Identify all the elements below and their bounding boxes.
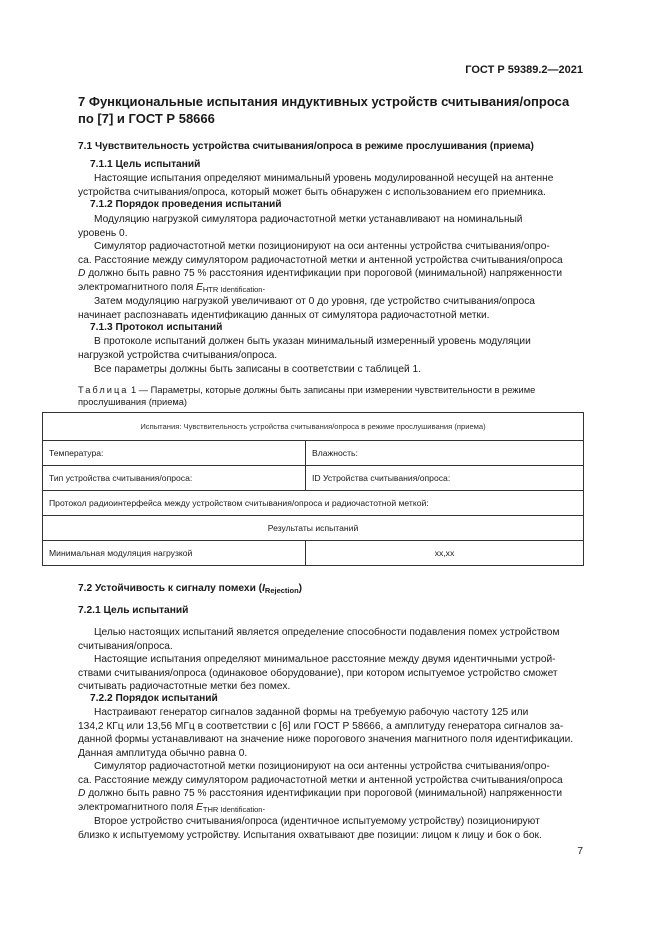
subscript: Rejection — [264, 586, 299, 595]
caption-line — [78, 384, 584, 396]
text-line: са. Расстояние между симулятором радиочастотной метки и антенной устройства считывания/опроса — [78, 254, 563, 266]
text-line — [78, 787, 584, 801]
variable-e: E — [196, 801, 203, 813]
paragraph-7-1-2-a — [78, 213, 584, 240]
table-row — [43, 413, 584, 441]
heading-7-2-2: 7.2.2 Порядок испытаний — [90, 693, 218, 704]
section-7-1-title: 7.1 Чувствительность устройства считывания/опроса в режиме прослушивания (приема) — [78, 141, 534, 152]
text-line: Модуляцию нагрузкой симулятора радиочастотной метки устанавливают на номинальный — [94, 214, 523, 225]
text-line: Все параметры должны быть записаны в соответствии с таблицей 1. — [94, 364, 422, 375]
paragraph-7-2-2-a — [78, 706, 584, 760]
text-line: ствами считывания/опроса (одинаковое оборудование), при котором испытуемое устройство сможет — [78, 667, 558, 679]
temperature-cell: Температура: — [43, 441, 306, 466]
text-line: са. Расстояние между симулятором радиочастотной метки и антенной устройства считывания/опроса — [78, 774, 563, 786]
text-span: . — [262, 281, 266, 293]
paragraph-7-2-2-c — [78, 815, 584, 842]
subscript: HTR Identification — [202, 284, 263, 294]
caption-line: прослушивания (приема) — [78, 397, 188, 407]
text-line: близко к испытуемому устройству. Испытания охватывают две позиции: лицом к лицу и бок о бок. — [78, 829, 542, 841]
text-span: 7.2 Устойчивость к сигналу помехи ( — [78, 583, 263, 594]
heading-7-1-3: 7.1.3 Протокол испытаний — [90, 322, 223, 333]
heading-7-1-1: 7.1.1 Цель испытаний — [90, 159, 201, 170]
table-1-caption — [78, 384, 584, 408]
variable-d: D — [78, 268, 86, 280]
heading-7-2-1: 7.2.1 Цель испытаний — [78, 605, 189, 616]
paragraph-7-2-2-b — [78, 760, 584, 814]
page-number: 7 — [577, 846, 583, 857]
section-7-title-line2: по [7] и ГОСТ Р 58666 — [78, 111, 215, 126]
text-line: уровень 0. — [78, 227, 128, 239]
text-line: устройства считывания/опроса, который может быть обнаружен с использованием его приемника. — [78, 186, 546, 198]
text-line: Данная амплитуда обычно равна 0. — [78, 747, 248, 759]
text-line: начинает распознавать идентификацию данных от симулятора радиочастотной метки. — [78, 309, 490, 321]
table-row — [43, 491, 584, 516]
variable-d: D — [78, 788, 86, 800]
min-modulation-value-cell: xx,xx — [306, 541, 584, 566]
caption-word: Таблица — [78, 385, 129, 395]
standard-header: ГОСТ Р 59389.2—2021 — [465, 64, 583, 76]
table-row — [43, 466, 584, 491]
text-span: электромагнитного поля — [78, 281, 197, 293]
text-line: 134,2 КГц или 13,56 МГц в соответствии с [6] или ГОСТ Р 58666, а амплитуду генератора сигналов за- — [78, 720, 564, 732]
section-7-2-title — [78, 582, 584, 595]
variable-i: I — [262, 583, 265, 594]
text-line: Симулятор радиочастотной метки позиционируют на оси антенны устройства считывания/опро- — [94, 761, 550, 772]
text-line — [78, 267, 584, 281]
text-line: Целью настоящих испытаний является определение способности подавления помех устройством — [94, 627, 560, 638]
paragraph-7-2-1-a — [78, 626, 584, 653]
text-line: Симулятор радиочастотной метки позиционируют на оси антенны устройства считывания/опро- — [94, 241, 550, 252]
text-line: Настоящие испытания определяют минимальное расстояние между двумя идентичными устрой- — [94, 654, 556, 665]
text-line: В протоколе испытаний должен быть указан минимальный измеренный уровень модуляции — [94, 336, 531, 347]
table-row — [43, 516, 584, 541]
subscript: THR Identification — [202, 804, 263, 814]
text-line: считывания/опроса. — [78, 640, 173, 652]
text-line: нагрузкой устройства считывания/опроса. — [78, 349, 278, 361]
text-line: данной формы устанавливают на значение ниже порогового значения магнитного поля идентификации. — [78, 734, 574, 746]
paragraph-7-1-3-b — [78, 363, 584, 377]
table-row — [43, 541, 584, 566]
text-span: . — [262, 801, 266, 813]
paragraph-7-1-2-c — [78, 295, 584, 322]
variable-e: E — [196, 281, 203, 293]
text-line: считывать радиочастотные метки без помех. — [78, 681, 291, 693]
text-line: Затем модуляцию нагрузкой увеличивают от 0 до уровня, где устройство считывания/опроса — [94, 296, 535, 307]
paragraph-7-2-1-b — [78, 653, 584, 694]
protocol-cell: Протокол радиоинтерфейса между устройством считывания/опроса и радиочастотной меткой: — [43, 491, 584, 516]
humidity-cell: Влажность: — [306, 441, 584, 466]
paragraph-7-1-1 — [78, 172, 584, 199]
text-line — [78, 281, 584, 295]
text-span: должно быть равно 75 % расстояния идентификации при пороговой (минимальной) напряженности — [85, 268, 563, 280]
reader-type-cell: Тип устройства считывания/опроса: — [43, 466, 306, 491]
text-span: электромагнитного поля — [78, 801, 197, 813]
text-span: ) — [298, 583, 303, 594]
caption-text: 1 — Параметры, которые должны быть записаны при измерении чувствительности в режиме — [128, 385, 536, 395]
section-7-title-line1: 7 Функциональные испытания индуктивных устройств считывания/опроса — [78, 94, 570, 109]
table-row — [43, 441, 584, 466]
min-modulation-label-cell: Минимальная модуляция нагрузкой — [43, 541, 306, 566]
section-7-title — [78, 93, 584, 127]
text-line: Настраивают генератор сигналов заданной формы на требуемую рабочую частоту 125 или — [94, 707, 529, 718]
reader-id-cell: ID Устройства считывания/опроса: — [306, 466, 584, 491]
text-line: Настоящие испытания определяют минимальный уровень модулированной несущей на антенне — [94, 173, 554, 184]
paragraph-7-1-2-b — [78, 240, 584, 294]
heading-7-1-2: 7.1.2 Порядок проведения испытаний — [90, 199, 282, 210]
text-span: должно быть равно 75 % расстояния идентификации при пороговой (минимальной) напряженности — [85, 788, 563, 800]
paragraph-7-1-3-a — [78, 335, 584, 362]
text-line: Второе устройство считывания/опроса (идентичное испытуемому устройству) позиционируют — [94, 816, 540, 827]
results-header-cell: Результаты испытаний — [43, 516, 584, 541]
table-title-cell: Испытания: Чувствительность устройства считывания/опроса в режиме прослушивания (приема) — [43, 413, 584, 441]
table-1 — [42, 412, 584, 566]
text-line — [78, 801, 584, 815]
